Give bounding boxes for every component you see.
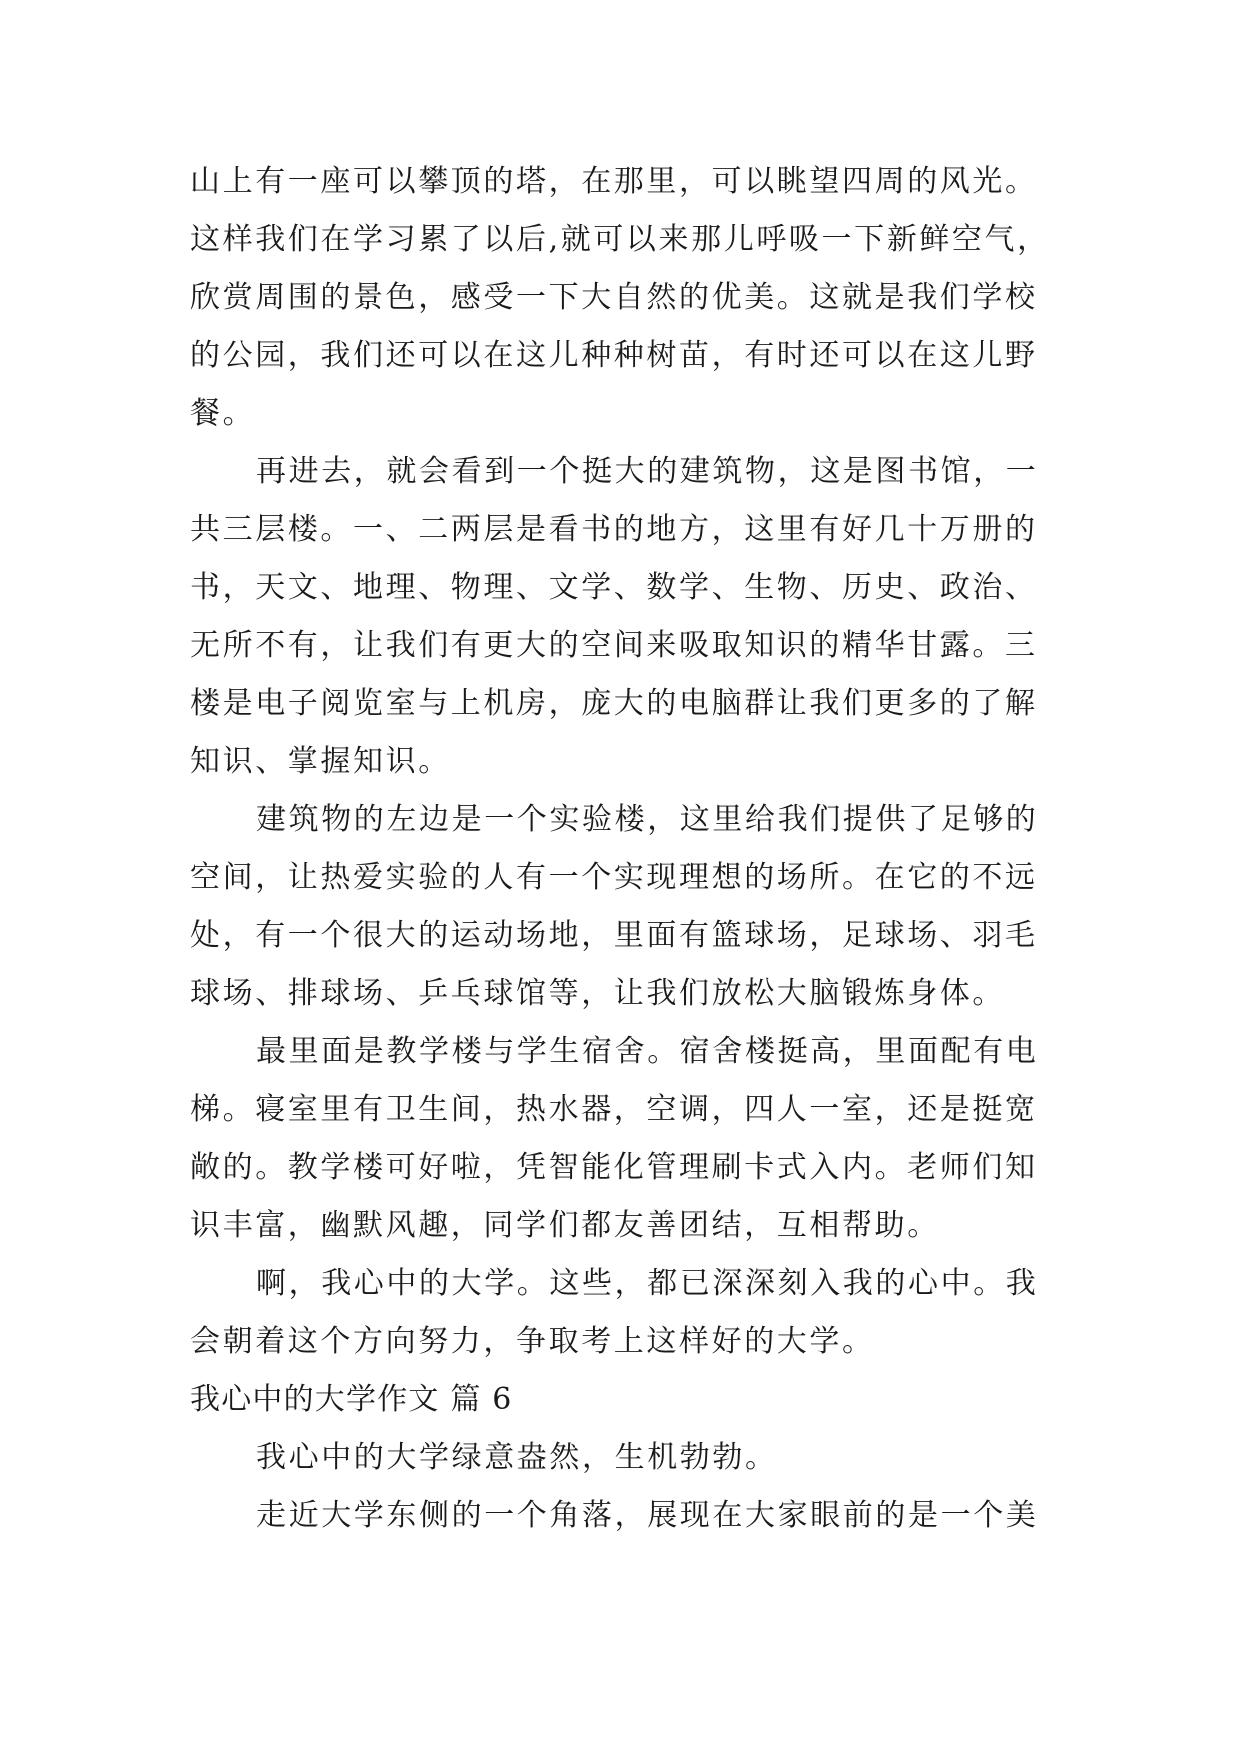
text-line: 识丰富，幽默风趣，同学们都友善团结，互相帮助。 [190, 1208, 940, 1243]
text-line: 书，天文、地理、物理、文学、数学、生物、历史、政治、 [190, 570, 1038, 605]
paragraph-start-line: 再进去，就会看到一个挺大的建筑物，这是图书馆，一 [256, 454, 1039, 489]
text-line: 知识、掌握知识。 [190, 744, 451, 779]
text-line: 共三层楼。一、二两层是看书的地方，这里有好几十万册的 [190, 512, 1038, 547]
text-line: 欣赏周围的景色，感受一下大自然的优美。这就是我们学校 [190, 280, 1038, 315]
text-line: 这样我们在学习累了以后,就可以来那儿呼吸一下新鲜空气， [190, 222, 1050, 257]
section-heading: 我心中的大学作文 篇 6 [190, 1382, 513, 1417]
text-line: 梯。寝室里有卫生间，热水器，空调，四人一室，还是挺宽 [190, 1092, 1038, 1127]
text-line: 餐。 [190, 396, 256, 431]
paragraph-start-line: 建筑物的左边是一个实验楼，这里给我们提供了足够的 [256, 802, 1039, 837]
text-line: 空间，让热爱实验的人有一个实现理想的场所。在它的不远 [190, 860, 1038, 895]
text-line: 楼是电子阅览室与上机房，庞大的电脑群让我们更多的了解 [190, 686, 1038, 721]
text-line: 无所不有，让我们有更大的空间来吸取知识的精华甘露。三 [190, 628, 1038, 663]
paragraph-start-line: 最里面是教学楼与学生宿舍。宿舍楼挺高，里面配有电 [256, 1034, 1039, 1069]
paragraph-start-line: 啊，我心中的大学。这些，都已深深刻入我的心中。我 [256, 1266, 1039, 1301]
paragraph-start-line: 走近大学东侧的一个角落，展现在大家眼前的是一个美 [256, 1498, 1039, 1533]
text-line: 山上有一座可以攀顶的塔，在那里，可以眺望四周的风光。 [190, 164, 1038, 199]
text-line: 敞的。教学楼可好啦，凭智能化管理刷卡式入内。老师们知 [190, 1150, 1038, 1185]
text-line: 处，有一个很大的运动场地，里面有篮球场，足球场、羽毛 [190, 918, 1038, 953]
document-body [190, 153, 1090, 1545]
text-line: 球场、排球场、乒乓球馆等，让我们放松大脑锻炼身体。 [190, 976, 1005, 1011]
text-line: 会朝着这个方向努力，争取考上这样好的大学。 [190, 1324, 875, 1359]
text-line: 的公园，我们还可以在这儿种种树苗，有时还可以在这儿野 [190, 338, 1038, 373]
paragraph-start-line: 我心中的大学绿意盎然，生机勃勃。 [256, 1440, 778, 1475]
